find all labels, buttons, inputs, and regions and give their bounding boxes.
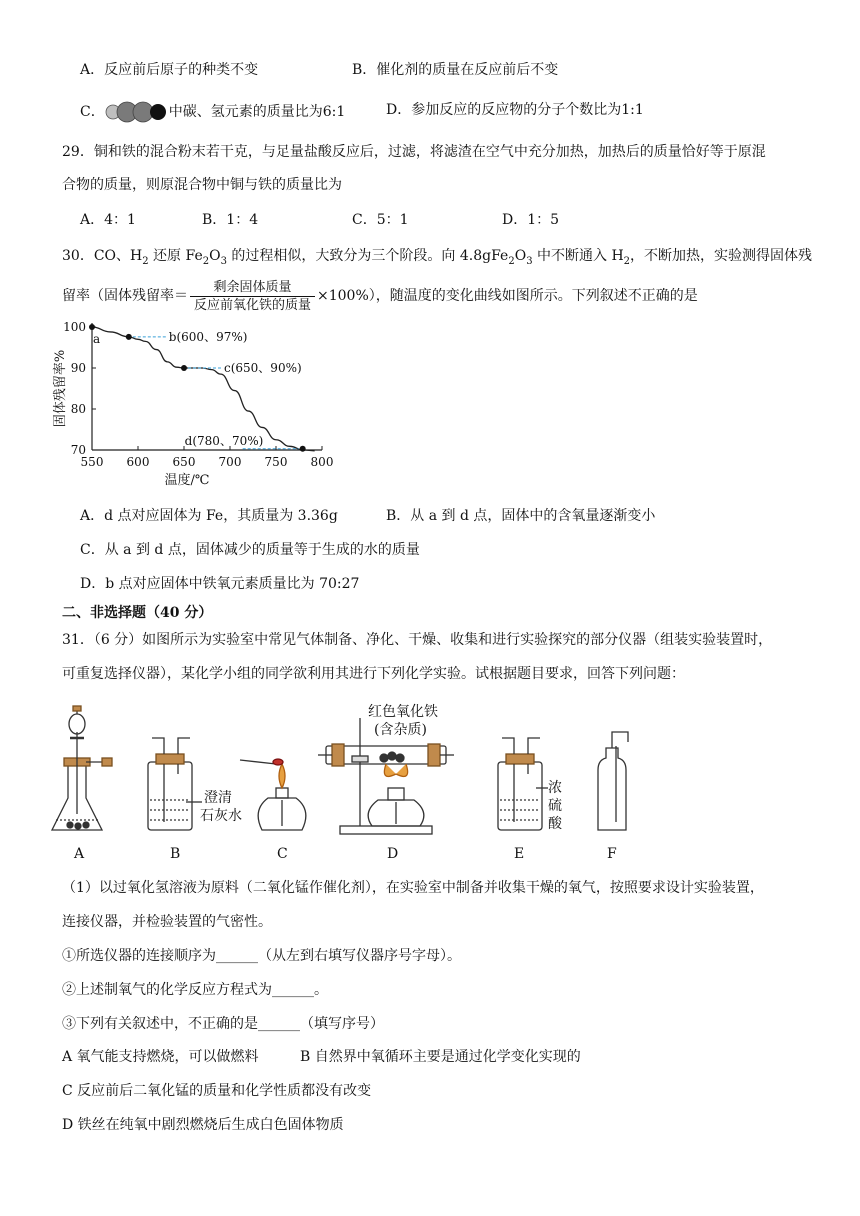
q30-text: 中不断通入 H <box>532 248 624 264</box>
x-tick-label: 700 <box>218 455 242 469</box>
apparatus-d-note-2: (含杂质) <box>374 722 427 738</box>
q30-option-b: B．从 a 到 d 点，固体中的含氧量逐渐变小 <box>386 508 656 524</box>
apparatus-e-note-1: 浓 <box>548 780 562 796</box>
apparatus-a-conical-flask <box>52 706 112 830</box>
data-point <box>89 324 95 330</box>
x-tick-label: 550 <box>80 455 104 469</box>
q30-stem-line1 <box>62 246 812 272</box>
apparatus-b-note-2: 石灰水 <box>200 808 242 824</box>
y-tick-label: 100 <box>63 320 86 334</box>
point-label: c(650、90%) <box>224 361 302 375</box>
y-tick-label: 70 <box>70 443 86 457</box>
q29-stem-line1: 29．铜和铁的混合粉末若干克，与足量盐酸反应后，过滤，将滤渣在空气中充分加热，加热后的质量恰好等于原混 <box>62 144 766 160</box>
q30-text: O <box>514 248 527 264</box>
q29-option-b: B．1：4 <box>202 212 259 228</box>
q28-option-d: D．参加反应的反应物的分子个数比为1:1 <box>386 102 644 118</box>
apparatus-d-label: D <box>387 846 399 862</box>
series-line <box>92 327 315 451</box>
data-point <box>181 365 187 371</box>
q28-option-a: A．反应前后原子的种类不变 <box>80 62 259 78</box>
y-tick-label: 80 <box>70 402 86 416</box>
q29-option-d: D．1：5 <box>502 212 560 228</box>
molecule-model-icon <box>105 100 169 124</box>
q30-sub: 3 <box>220 255 227 267</box>
lab-apparatus-figure <box>40 702 660 862</box>
q31-sub1: ①所选仪器的连接顺序为______（从左到右填写仪器序号字母）。 <box>62 948 461 964</box>
x-tick-label: 650 <box>172 455 196 469</box>
section-title: 二、非选择题（40 分） <box>62 605 213 621</box>
q28-option-c <box>80 100 345 124</box>
apparatus-c-alcohol-lamp <box>240 759 306 830</box>
q29-option-c: C．5：1 <box>352 212 409 228</box>
q30-text: 的过程相似，大致分为三个阶段。向 4.8gFe <box>226 248 509 264</box>
q31-option-a: A 氧气能支持燃烧，可以做燃料 <box>62 1049 259 1065</box>
q29-stem-line2: 合物的质量，则原混合物中铜与铁的质量比为 <box>62 177 342 193</box>
apparatus-e-label: E <box>514 846 525 862</box>
apparatus-e-wash-bottle <box>498 738 548 830</box>
q30-sub: 2 <box>508 255 515 267</box>
q30-stem-line2 <box>62 276 698 316</box>
fraction-denominator: 反应前氧化铁的质量 <box>194 297 312 313</box>
data-point <box>126 334 132 340</box>
q30-sub: 3 <box>526 255 533 267</box>
q28-option-c-prefix: C． <box>80 104 105 120</box>
q31-option-b: B 自然界中氧循环主要是通过化学变化实现的 <box>300 1049 581 1065</box>
apparatus-e-note-2: 硫 <box>548 798 562 814</box>
apparatus-b-wash-bottle <box>148 738 202 830</box>
q30-text: ×100%），随温度的变化曲线如图所示。下列叙述不正确的是 <box>317 288 698 304</box>
x-tick-label: 600 <box>126 455 150 469</box>
x-axis-label: 温度/℃ <box>164 473 210 488</box>
apparatus-e-note-3: 酸 <box>548 816 562 832</box>
point-label: a <box>93 332 101 346</box>
q31-sub3: ③下列有关叙述中，不正确的是______（填写序号） <box>62 1016 384 1032</box>
q28-option-c-suffix: 中碳、氢元素的质量比为6:1 <box>168 104 346 120</box>
q30-sub: 2 <box>202 255 210 267</box>
q30-text: O <box>209 248 221 264</box>
apparatus-b-label: B <box>170 846 181 862</box>
q30-text: 还原 Fe <box>148 248 203 264</box>
apparatus-b-note-1: 澄清 <box>204 790 232 806</box>
q30-text: ，不断加热，实验测得固体残 <box>630 248 813 264</box>
q30-option-c: C．从 a 到 d 点，固体减少的质量等于生成的水的质量 <box>80 542 420 558</box>
point-label: b(600、97%) <box>168 329 248 344</box>
q30-text: 留率（固体残留率＝ <box>62 288 188 304</box>
apparatus-a-label: A <box>74 846 85 862</box>
x-tick-label: 800 <box>310 455 334 469</box>
q30-sub: 2 <box>623 255 631 267</box>
q31-sub2: ②上述制氧气的化学反应方程式为______。 <box>62 982 328 998</box>
q30-text: 30．CO、H <box>62 248 143 264</box>
y-tick-label: 90 <box>70 361 86 375</box>
apparatus-c-label: C <box>277 846 288 862</box>
q29-option-a: A．4：1 <box>80 212 136 228</box>
point-label: d(780、70%) <box>184 433 264 448</box>
apparatus-f-label: F <box>607 846 617 862</box>
q31-option-c: C 反应前后二氧化锰的质量和化学性质都没有改变 <box>62 1083 372 1099</box>
residue-rate-chart <box>50 318 350 498</box>
q30-sub: 2 <box>142 255 149 267</box>
fraction-numerator: 剩余固体质量 <box>190 279 315 297</box>
y-axis-label: 固体残留率% <box>53 349 68 428</box>
data-point <box>300 446 306 452</box>
q31-part1-line1: （1）以过氧化氢溶液为原料（二氧化锰作催化剂），在实验室中制备并收集干燥的氧气，按照要求设计实验装置， <box>62 880 764 896</box>
q31-part1-line2: 连接仪器，并检验装置的气密性。 <box>62 914 272 930</box>
q31-stem-line2: 可重复选择仪器），某化学小组的同学欲利用其进行下列化学实验。试根据题目要求，回答下列问题： <box>62 666 685 682</box>
q30-option-a: A．d 点对应固体为 Fe，其质量为 3.36g <box>80 508 338 524</box>
q31-stem-line1: 31．（6 分）如图所示为实验室中常见气体制备、净化、干燥、收集和进行实验探究的部分仪器（组装实验装置时， <box>62 632 773 648</box>
residue-rate-fraction <box>190 279 315 314</box>
apparatus-d-note-1: 红色氧化铁 <box>368 704 438 720</box>
apparatus-f-gas-bottle <box>598 732 628 830</box>
x-tick-label: 750 <box>264 455 288 469</box>
q28-option-b: B．催化剂的质量在反应前后不变 <box>352 62 559 78</box>
q31-option-d: D 铁丝在纯氧中剧烈燃烧后生成白色固体物质 <box>62 1117 344 1133</box>
q30-option-d: D．b 点对应固体中铁氧元素质量比为 70:27 <box>80 576 360 592</box>
